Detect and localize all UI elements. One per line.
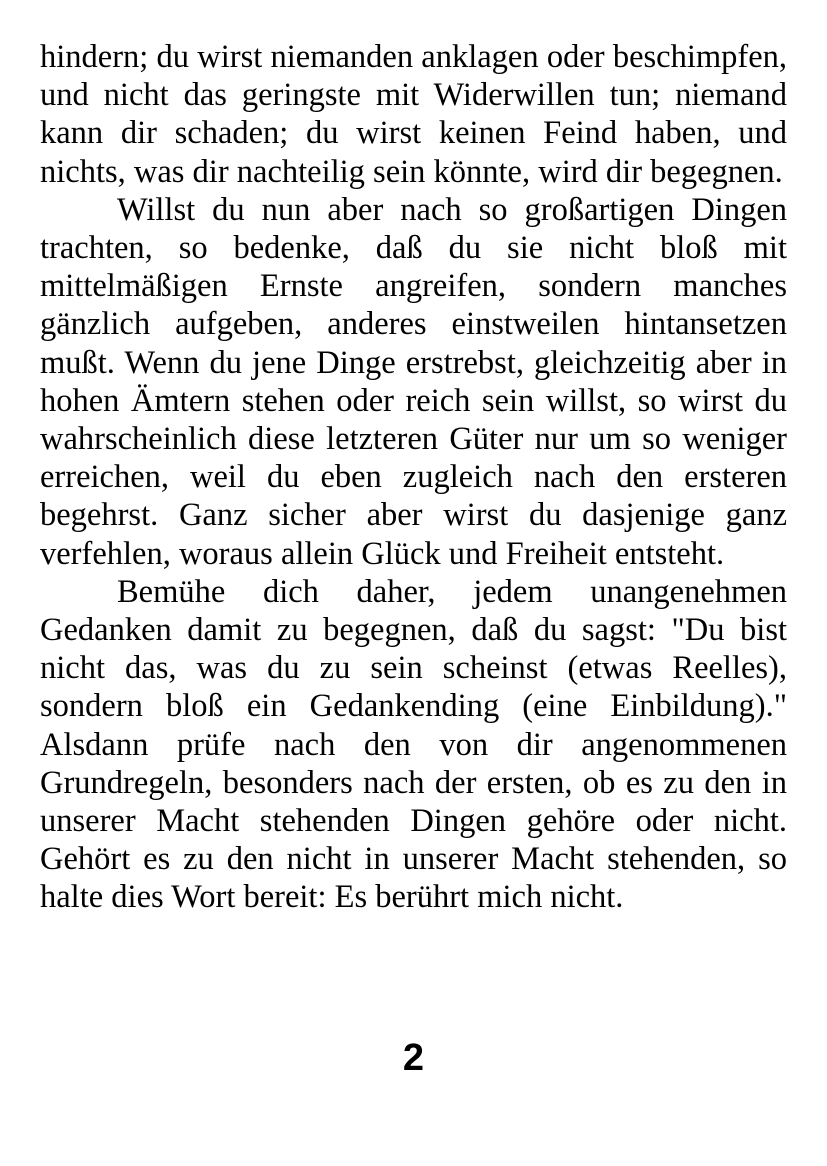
page-number: 2 <box>402 1037 425 1079</box>
paragraph-great-things: Willst du nun aber nach so großartigen Dingen trachten, so bedenke, daß du sie nicht bloß mit mittelmäßigen Ernste angreifen, sondern manches gänzlich aufgeben, anderes einstweilen hintansetzen mußt. Wenn du jene Dinge erstrebst, gleichzeitig aber in hohen Ämtern stehen oder reich sein willst, so wirst du wahrscheinlich diese letzteren Güter nur um so weniger erreichen, weil du eben zugleich nach den ersteren begehrst. Ganz sicher aber wirst du dasjenige ganz verfehlen, woraus allein Glück und Freiheit entsteht. <box>40 191 787 572</box>
paragraph-continuation: hindern; du wirst niemanden anklagen oder beschimpfen, und nicht das geringste mit Widerwillen tun; niemand kann dir schaden; du wirst keinen Feind haben, und nichts, was dir nachteilig sein könnte, wird dir begegnen. <box>40 39 787 190</box>
paragraph-unpleasant-thoughts: Bemühe dich daher, jedem unangenehmen Gedanken damit zu begegnen, daß du sagst: "Du bist nicht das, was du zu sein scheinst (etwas Reelles), sondern bloß ein Gedankending (eine Einbildung)." Alsdann prüfe nach den von dir angenommenen Grundregeln, besonders nach der ersten, ob es zu den in unserer Macht stehenden Dingen gehöre oder nicht. Gehört es zu den nicht in unserer Macht stehenden, so halte dies Wort bereit: Es berührt mich nicht. <box>40 573 787 916</box>
page-body <box>40 38 787 917</box>
